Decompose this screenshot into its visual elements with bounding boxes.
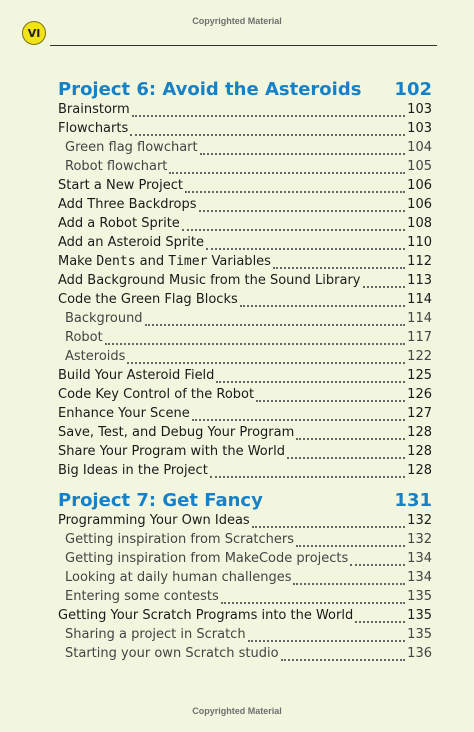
toc-entry-page: 103 bbox=[407, 121, 432, 136]
toc-entry-label: Add Three Backdrops bbox=[58, 197, 197, 212]
toc-entry-label: Share Your Program with the World bbox=[58, 444, 285, 459]
copyright-footer: Copyrighted Material bbox=[192, 706, 282, 716]
toc-leader-dots bbox=[199, 210, 406, 212]
toc-subentry[interactable] bbox=[58, 532, 432, 551]
toc-entry-label: Asteroids bbox=[65, 349, 126, 364]
toc-entry-label: Starting your own Scratch studio bbox=[65, 646, 279, 661]
toc-subentry[interactable] bbox=[58, 330, 432, 349]
toc-leader-dots bbox=[363, 286, 406, 288]
toc-subentry[interactable] bbox=[58, 627, 432, 646]
toc-entry-page: 114 bbox=[407, 311, 432, 326]
project-7-heading[interactable] bbox=[58, 487, 432, 513]
toc-leader-dots bbox=[248, 640, 406, 642]
toc-leader-dots bbox=[252, 526, 405, 528]
toc-entry-page: 134 bbox=[407, 570, 432, 585]
toc-leader-dots bbox=[216, 381, 405, 383]
toc-leader-dots bbox=[293, 583, 405, 585]
toc-entry[interactable] bbox=[58, 197, 432, 216]
toc-leader-dots bbox=[210, 476, 405, 478]
toc-leader-dots bbox=[256, 400, 405, 402]
toc-entry-label: Robot bbox=[65, 330, 103, 345]
toc-entry-label: Getting Your Scratch Programs into the World bbox=[58, 608, 354, 623]
toc-entry-page: 105 bbox=[407, 159, 432, 174]
toc-entry-page: 106 bbox=[407, 197, 432, 212]
toc-entry-label: Build Your Asteroid Field bbox=[58, 368, 215, 383]
page-number-badge: VI bbox=[22, 21, 46, 45]
toc-entry[interactable] bbox=[58, 608, 432, 627]
toc-entry-label: Save, Test, and Debug Your Program bbox=[58, 425, 295, 440]
project-6-page: 102 bbox=[394, 78, 432, 100]
toc-entry[interactable] bbox=[58, 387, 432, 406]
toc-subentry[interactable] bbox=[58, 349, 432, 368]
toc-entry-label-part: and bbox=[135, 254, 169, 269]
toc-entry-label: Looking at daily human challenges bbox=[65, 570, 292, 585]
toc-entry-page: 132 bbox=[407, 513, 432, 528]
toc-entry-page: 136 bbox=[407, 646, 432, 661]
toc-leader-dots bbox=[169, 172, 405, 174]
toc-leader-dots bbox=[192, 419, 405, 421]
toc-entry[interactable] bbox=[58, 178, 432, 197]
toc-entry[interactable] bbox=[58, 102, 432, 121]
toc-leader-dots bbox=[221, 602, 405, 604]
toc-entry-label: Flowcharts bbox=[58, 121, 129, 136]
toc-entry-label: Start a New Project bbox=[58, 178, 183, 193]
toc-entry-page: 108 bbox=[407, 216, 432, 231]
toc-entry-page: 125 bbox=[407, 368, 432, 383]
toc-leader-dots bbox=[281, 659, 406, 661]
toc-entry-label-part: Timer bbox=[168, 254, 208, 269]
toc-entry-label: Getting inspiration from MakeCode projects bbox=[65, 551, 349, 566]
toc-entry-page: 128 bbox=[407, 444, 432, 459]
toc-leader-dots bbox=[200, 153, 406, 155]
toc-leader-dots bbox=[132, 115, 405, 117]
toc-entry-page: 104 bbox=[407, 140, 432, 155]
toc-entry-label-part: Make bbox=[58, 254, 97, 269]
project-6-heading[interactable] bbox=[58, 76, 432, 102]
toc-entry-label: Add a Robot Sprite bbox=[58, 216, 180, 231]
toc-entry[interactable] bbox=[58, 368, 432, 387]
toc-leader-dots bbox=[287, 457, 405, 459]
toc-entry-label: Robot flowchart bbox=[65, 159, 168, 174]
toc-subentry[interactable] bbox=[58, 646, 432, 665]
toc-entry[interactable] bbox=[58, 292, 432, 311]
toc-entry-page: 110 bbox=[407, 235, 432, 250]
toc-entry-page: 106 bbox=[407, 178, 432, 193]
toc-entry[interactable] bbox=[58, 406, 432, 425]
toc-entry-page: 112 bbox=[407, 254, 432, 269]
toc-leader-dots bbox=[296, 438, 405, 440]
toc-entry-label: Brainstorm bbox=[58, 102, 130, 117]
toc-leader-dots bbox=[127, 362, 405, 364]
toc-subentry[interactable] bbox=[58, 140, 432, 159]
toc-entry-label-part: Variables bbox=[207, 254, 271, 269]
toc-entry[interactable] bbox=[58, 463, 432, 482]
toc-entry-label: Code the Green Flag Blocks bbox=[58, 292, 238, 307]
toc-entry-page: 132 bbox=[407, 532, 432, 547]
header-rule bbox=[50, 45, 437, 46]
toc-entry-label bbox=[58, 254, 271, 269]
project-6-title: Project 6: Avoid the Asteroids bbox=[58, 78, 362, 100]
toc-leader-dots bbox=[273, 267, 405, 269]
toc-entry-page: 113 bbox=[407, 273, 432, 288]
toc-leader-dots bbox=[350, 564, 405, 566]
toc-entry-page: 114 bbox=[407, 292, 432, 307]
toc-subentry[interactable] bbox=[58, 551, 432, 570]
toc-entry-label: Big Ideas in the Project bbox=[58, 463, 208, 478]
toc-leader-dots bbox=[240, 305, 405, 307]
toc-entry[interactable] bbox=[58, 121, 432, 140]
toc-leader-dots bbox=[185, 191, 405, 193]
toc-subentry[interactable] bbox=[58, 311, 432, 330]
copyright-header: Copyrighted Material bbox=[192, 16, 282, 26]
toc-entry-page: 122 bbox=[407, 349, 432, 364]
project-7-page: 131 bbox=[394, 489, 432, 511]
toc-entry-page: 117 bbox=[407, 330, 432, 345]
toc-entry[interactable] bbox=[58, 273, 432, 292]
toc-subentry[interactable] bbox=[58, 159, 432, 178]
toc-entry-page: 126 bbox=[407, 387, 432, 402]
toc-entry-label: Enhance Your Scene bbox=[58, 406, 190, 421]
toc-entry-label: Getting inspiration from Scratchers bbox=[65, 532, 295, 547]
toc-entry-label: Add an Asteroid Sprite bbox=[58, 235, 204, 250]
toc-leader-dots bbox=[130, 134, 405, 136]
toc-entry-label-part: Dents bbox=[96, 254, 136, 269]
toc-leader-dots bbox=[105, 343, 405, 345]
toc-entry[interactable] bbox=[58, 444, 432, 463]
project-7-title: Project 7: Get Fancy bbox=[58, 489, 263, 511]
toc-entry-page: 135 bbox=[407, 608, 432, 623]
toc-entry[interactable] bbox=[58, 235, 432, 254]
toc-entry-label: Entering some contests bbox=[65, 589, 219, 604]
toc-entry-label: Background bbox=[65, 311, 143, 326]
toc-entry-page: 135 bbox=[407, 589, 432, 604]
toc-entry-label: Sharing a project in Scratch bbox=[65, 627, 246, 642]
toc-entry-page: 134 bbox=[407, 551, 432, 566]
toc-entry-label: Programming Your Own Ideas bbox=[58, 513, 250, 528]
project-7-toc bbox=[58, 513, 432, 665]
toc-entry-page: 103 bbox=[407, 102, 432, 117]
toc-entry[interactable] bbox=[58, 254, 432, 273]
toc-entry-label: Code Key Control of the Robot bbox=[58, 387, 255, 402]
toc-entry-page: 127 bbox=[407, 406, 432, 421]
toc-leader-dots bbox=[206, 248, 405, 250]
toc-entry-label: Green flag flowchart bbox=[65, 140, 198, 155]
toc-subentry[interactable] bbox=[58, 589, 432, 608]
toc-leader-dots bbox=[145, 324, 406, 326]
toc-leader-dots bbox=[355, 621, 405, 623]
toc-leader-dots bbox=[182, 229, 405, 231]
toc-leader-dots bbox=[296, 545, 405, 547]
project-6-toc bbox=[58, 102, 432, 482]
toc-entry-page: 128 bbox=[407, 425, 432, 440]
toc-entry[interactable] bbox=[58, 513, 432, 532]
toc-subentry[interactable] bbox=[58, 570, 432, 589]
toc-entry-label: Add Background Music from the Sound Library bbox=[58, 273, 361, 288]
toc-entry[interactable] bbox=[58, 425, 432, 444]
toc-entry-page: 128 bbox=[407, 463, 432, 478]
toc-entry-page: 135 bbox=[407, 627, 432, 642]
toc-entry[interactable] bbox=[58, 216, 432, 235]
